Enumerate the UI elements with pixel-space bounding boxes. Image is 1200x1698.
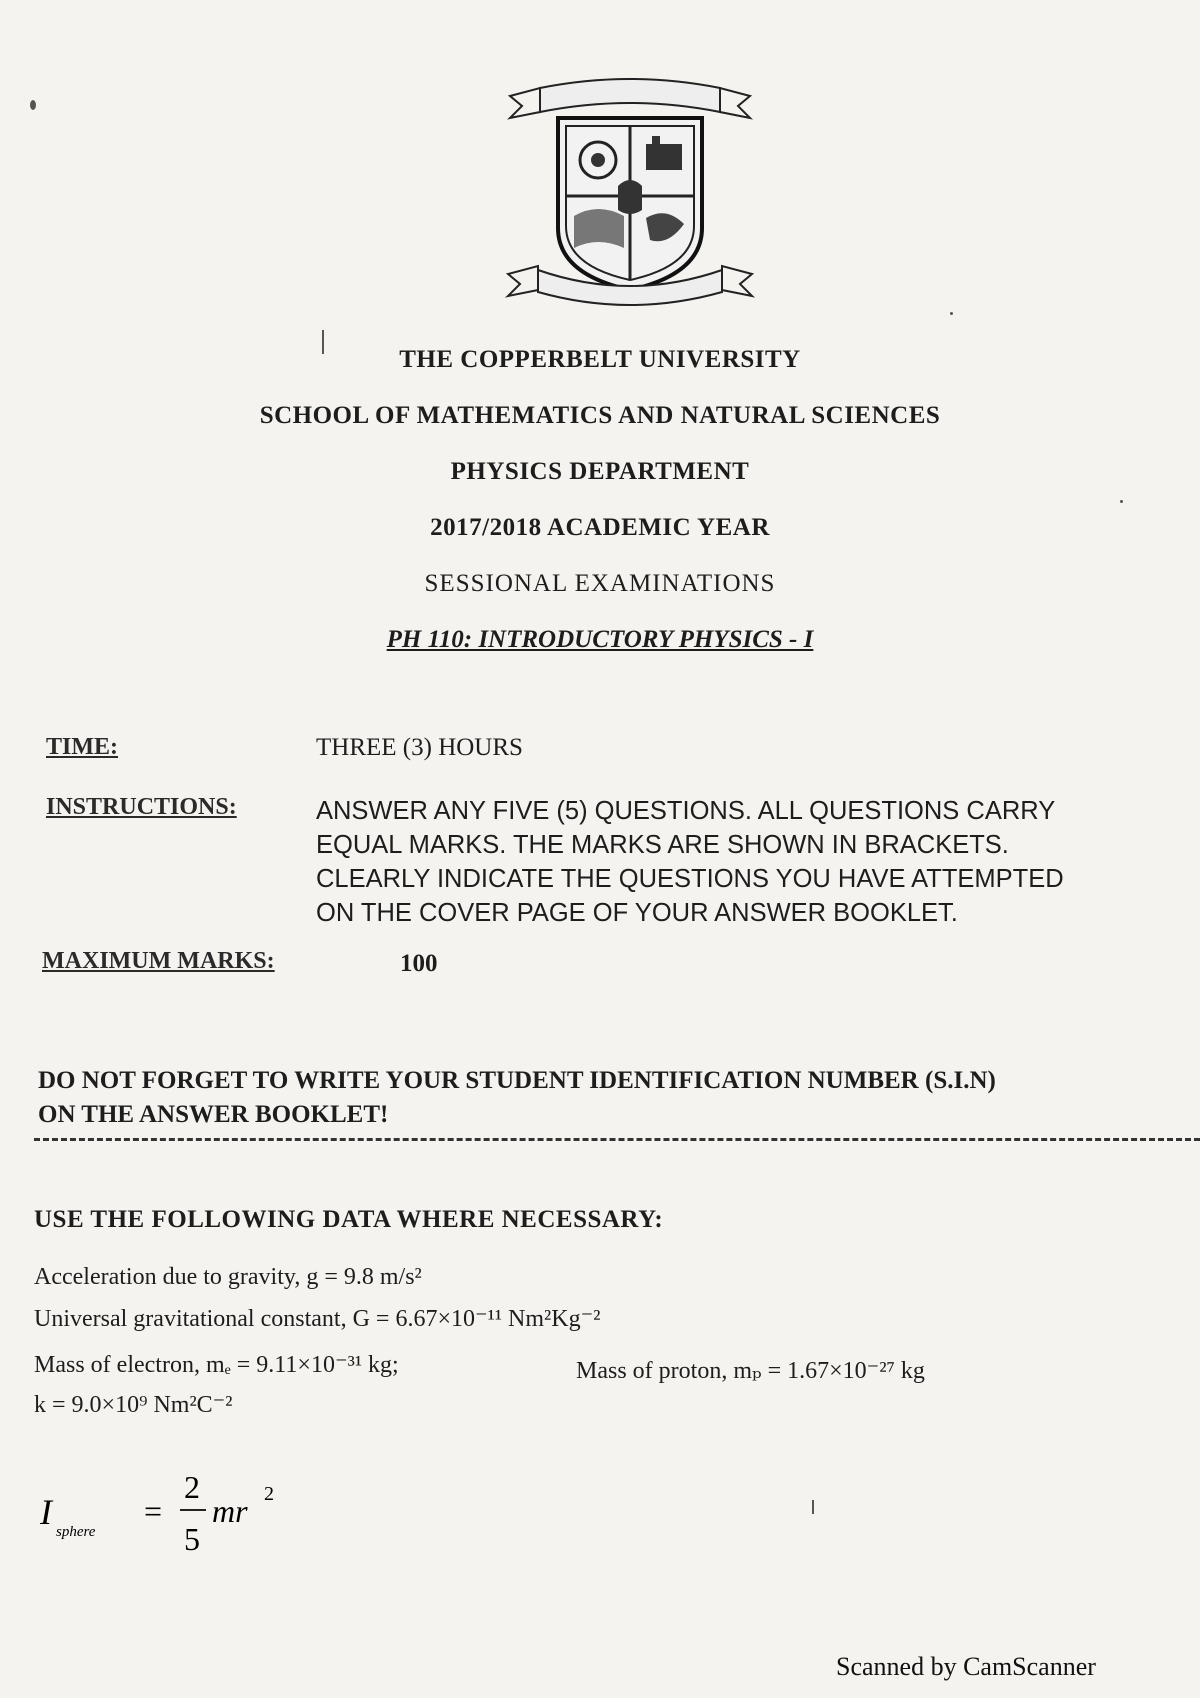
moment-of-inertia-formula bbox=[40, 1462, 300, 1562]
instructions-line: EQUAL MARKS. THE MARKS ARE SHOWN IN BRACKETS. bbox=[316, 831, 1009, 859]
sin-warning bbox=[38, 1064, 1198, 1132]
instructions-line: ANSWER ANY FIVE (5) QUESTIONS. ALL QUESTIONS CARRY bbox=[316, 797, 1056, 825]
university-crest-icon bbox=[500, 78, 760, 310]
formula-denominator: 5 bbox=[184, 1521, 200, 1557]
gravitational-constant: Universal gravitational constant, G = 6.67×10⁻¹¹ Nm²Kg⁻² bbox=[34, 1306, 601, 1332]
instructions-line: ON THE COVER PAGE OF YOUR ANSWER BOOKLET. bbox=[316, 899, 958, 927]
department-name: PHYSICS DEPARTMENT bbox=[450, 458, 750, 485]
electron-mass: Mass of electron, mₑ = 9.11×10⁻³¹ kg; bbox=[34, 1352, 399, 1378]
scan-speck bbox=[1120, 500, 1123, 503]
scan-mark bbox=[812, 1500, 814, 1514]
formula-numerator: 2 bbox=[184, 1469, 200, 1505]
instructions-label: INSTRUCTIONS: bbox=[46, 794, 237, 820]
scan-mark bbox=[322, 330, 324, 354]
max-marks-label: MAXIMUM MARKS: bbox=[42, 948, 275, 974]
warning-line: DO NOT FORGET TO WRITE YOUR STUDENT IDENTIFICATION NUMBER (S.I.N) bbox=[38, 1067, 996, 1094]
warning-line: ON THE ANSWER BOOKLET! bbox=[38, 1101, 389, 1128]
time-value: THREE (3) HOURS bbox=[316, 734, 523, 761]
formula-exponent: 2 bbox=[264, 1483, 274, 1505]
scan-speck bbox=[950, 312, 953, 315]
university-name: THE COPPERBELT UNIVERSITY bbox=[399, 346, 801, 373]
formula-equals: = bbox=[144, 1493, 163, 1529]
time-label: TIME: bbox=[46, 734, 118, 760]
formula-lhs: I bbox=[40, 1492, 52, 1532]
gravity-constant: Acceleration due to gravity, g = 9.8 m/s² bbox=[34, 1264, 422, 1290]
course-title: PH 110: INTRODUCTORY PHYSICS - I bbox=[386, 626, 814, 653]
formula-subscript: sphere bbox=[56, 1524, 96, 1540]
proton-mass: Mass of proton, mₚ = 1.67×10⁻²⁷ kg bbox=[576, 1358, 925, 1384]
instructions-text bbox=[316, 794, 1196, 930]
coulomb-constant: k = 9.0×10⁹ Nm²C⁻² bbox=[34, 1392, 233, 1418]
formula-rhs: mr bbox=[212, 1493, 248, 1529]
academic-year: 2017/2018 ACADEMIC YEAR bbox=[430, 514, 770, 541]
max-marks-value: 100 bbox=[400, 950, 438, 977]
data-heading: USE THE FOLLOWING DATA WHERE NECESSARY: bbox=[34, 1206, 664, 1233]
divider bbox=[34, 1138, 1200, 1141]
instructions-line: CLEARLY INDICATE THE QUESTIONS YOU HAVE ATTEMPTED bbox=[316, 865, 1064, 893]
school-name: SCHOOL OF MATHEMATICS AND NATURAL SCIENCES bbox=[259, 402, 941, 429]
scanner-watermark: Scanned by CamScanner bbox=[836, 1652, 1096, 1681]
exam-type: SESSIONAL EXAMINATIONS bbox=[424, 570, 776, 597]
scan-speck bbox=[30, 100, 36, 110]
